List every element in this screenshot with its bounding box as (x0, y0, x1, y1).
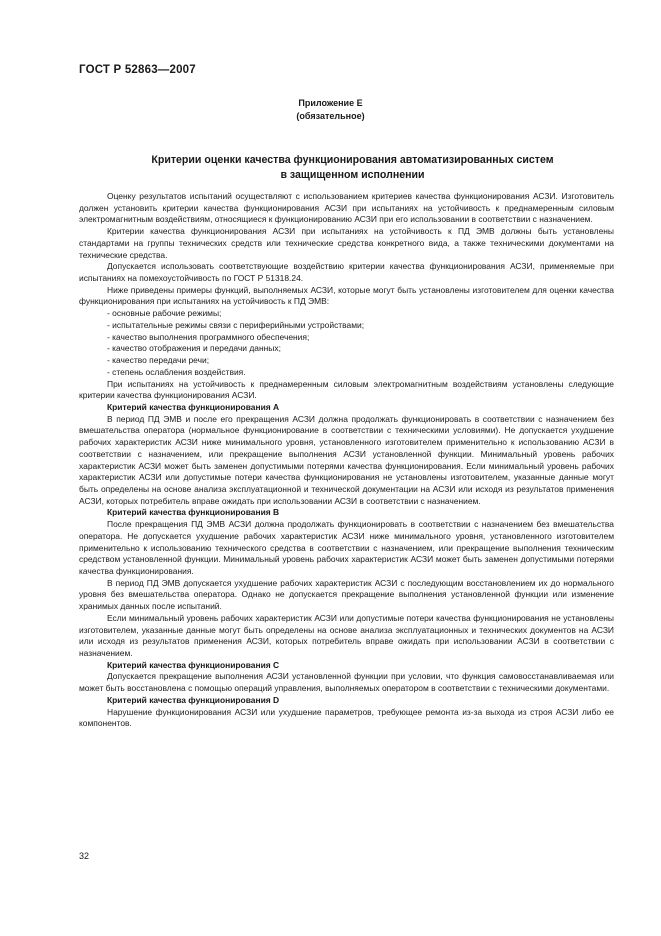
criterion-a-text: В период ПД ЭМВ и после его прекращения АСЗИ должна продолжать функционировать в соответствии с назначением без вмешательства оператора (нормальное функционирование в соответствии с техническими условиями). Не допускается ухудшение рабочих характеристик АСЗИ ниже минимального уровня, установленного изготовителем применительно к использованию АСЗИ в соответствии с назначением, или прекращение выполнения АСЗИ установленной функции. Минимальный уровень рабочих характеристик АСЗИ может быть заменен допустимыми потерями качества функционирования. Если минимальный уровень рабочих характеристик АСЗИ или допустимые потери качества функционирования не установлены изготовителем, указанные данные могут быть определены на основе анализа эксплуатационной и технической документации на АСЗИ или исходя из результатов применения АСЗИ, которых потребитель вправе ожидать при использовании АСЗИ в соответствии с назначением. (79, 413, 614, 506)
annex-title (0, 153, 661, 183)
list-item: - испытательные режимы связи с периферийными устройствами; (107, 319, 365, 330)
paragraph: Допускается использовать соответствующие воздействию критерии качества функционирования АСЗИ, применяемые при испытаниях на помехоустойчивость по ГОСТ Р 51318.24. (79, 261, 614, 284)
annex-body (79, 191, 614, 730)
criterion-b-heading: Критерий качества функционирования В (107, 507, 280, 518)
criterion-b-text: Если минимальный уровень рабочих характеристик АСЗИ или допустимые потери качества функционирования не установлены изготовителем, указанные данные могут быть определены на основе анализа эксплуатационных и технических документов на АСЗИ или исходя из результатов применения АСЗИ, которых потребитель вправе ожидать при использовании АСЗИ в соответствии с назначением. (79, 612, 614, 659)
paragraph: Оценку результатов испытаний осуществляют с использованием критериев качества функционирования АСЗИ. Изготовитель должен установить критерии качества функционирования АСЗИ при испытаниях на устойчивость к преднамеренным силовым электромагнитным воздействиям, относящиеся к функционированию АСЗИ при его использовании в соответствии с назначением. (79, 191, 614, 225)
paragraph: Ниже приведены примеры функций, выполняемых АСЗИ, которые могут быть установлены изготовителем для оценки качества функционирования при испытаниях на устойчивость к ПД ЭМВ: (79, 284, 614, 307)
criterion-c-text: Допускается прекращение выполнения АСЗИ установленной функции при условии, что функция самовосстанавливаемая или может быть восстановлена с помощью операций управления, выполняемых оператором в соответствии с техническими документами. (79, 671, 614, 694)
annex-title-line-1: Критерии оценки качества функционирования автоматизированных систем (151, 154, 554, 166)
criterion-d-text: Нарушение функционирования АСЗИ или ухудшение параметров, требующее ремонта из-за выхода из строя АСЗИ либо ее компонентов. (79, 706, 614, 729)
list-item: - качество выполнения программного обеспечения; (107, 331, 310, 342)
list-item: - качество передачи речи; (107, 355, 210, 366)
list-item: - качество отображения и передачи данных; (107, 343, 281, 354)
criterion-b-text: После прекращения ПД ЭМВ АСЗИ должна продолжать функционировать в соответствии с назначением без вмешательства оператора. Не допускается ухудшение рабочих характеристик АСЗИ ниже минимального уровня, установленного изготовителем применительно к использованию технического средства в соответствии с назначением, или прекращение выполнения техническим средством установленной функции. Минимальный уровень рабочих характеристик АСЗИ может быть заменен допустимыми потерями качества функционирования. (79, 519, 614, 576)
annex-status: (обязательное) (296, 110, 365, 121)
criterion-c-heading: Критерий качества функционирования С (107, 659, 280, 670)
annex-title-line-2: в защищенном исполнении (280, 169, 425, 181)
page-number: 32 (79, 851, 90, 861)
list-item: - основные рабочие режимы; (107, 308, 222, 319)
annex-label: Приложение Е (298, 98, 363, 108)
document-header: ГОСТ Р 52863—2007 (79, 64, 196, 76)
criterion-b-text: В период ПД ЭМВ допускается ухудшение рабочих характеристик АСЗИ с последующим восстановлением их до нормального уровня без вмешательства оператора. Однако не допускается прекращение выполнения установленной функции или изменение хранимых данных после испытаний. (79, 577, 614, 612)
paragraph: При испытаниях на устойчивость к преднамеренным силовым электромагнитным воздействиям установлены следующие критерии качества функционирования АСЗИ. (79, 378, 614, 401)
criterion-a-heading: Критерий качества функционирования А (107, 401, 280, 412)
annex-label-block (0, 97, 661, 122)
criterion-d-heading: Критерий качества функционирования D (107, 694, 280, 705)
paragraph: Критерии качества функционирования АСЗИ при испытаниях на устойчивость к ПД ЭМВ должны быть установлены стандартами на группы технических средств или технические средства конкретного вида, а также техническими документами на технические средства. (79, 226, 614, 260)
list-item: - степень ослабления воздействия. (107, 366, 246, 377)
